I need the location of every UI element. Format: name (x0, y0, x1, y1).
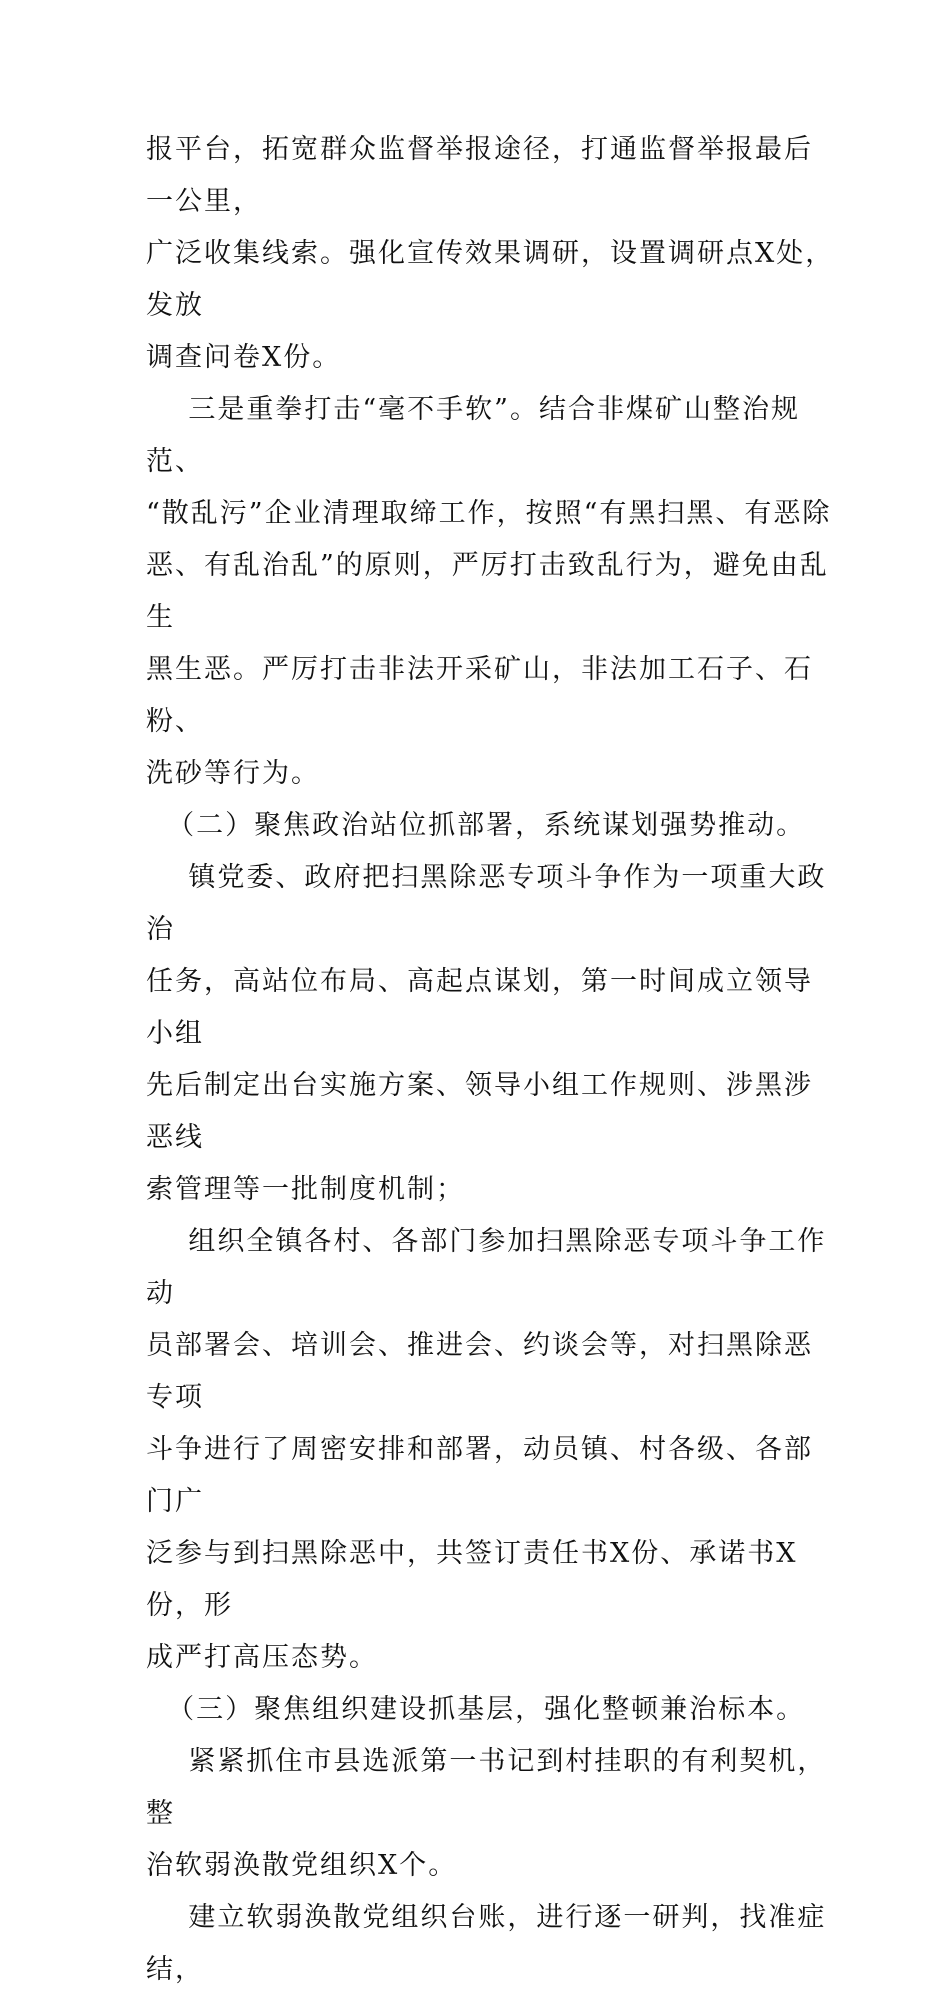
document-body (146, 124, 836, 1996)
text-line: 镇党委、政府把扫黑除恶专项斗争作为一项重大政治 (146, 862, 827, 945)
text-line: 索管理等一批制度机制； (146, 1174, 465, 1205)
text-line: 建立软弱涣散党组织台账，进行逐一研判，找准症结， (146, 1902, 827, 1985)
text-line: 斗争进行了周密安排和部署，动员镇、村各级、各部门广 (146, 1434, 813, 1517)
text-line: 成严打高压态势。 (146, 1642, 378, 1673)
text-line: 调查问卷X份。 (146, 342, 342, 373)
text-line: 任务，高站位布局、高起点谋划，第一时间成立领导小组 (146, 966, 813, 1049)
text-line: 先后制定出台实施方案、领导小组工作规则、涉黑涉恶线 (146, 1070, 813, 1153)
text-line: 泛参与到扫黑除恶中，共签订责任书X份、承诺书X份，形 (146, 1538, 798, 1621)
text-line: 紧紧抓住市县选派第一书记到村挂职的有利契机，整 (146, 1746, 827, 1829)
text-line: 治软弱涣散党组织X个。 (146, 1850, 458, 1881)
text-line: 恶、有乱治乱”的原则，严厉打击致乱行为，避免由乱生 (146, 550, 829, 633)
text-line: 三是重拳打击“毫不手软”。结合非煤矿山整治规范、 (146, 394, 800, 477)
text-line: 黑生恶。严厉打击非法开采矿山，非法加工石子、石粉、 (146, 654, 813, 737)
section-heading: （二）聚焦政治站位抓部署，系统谋划强势推动。 (146, 810, 806, 841)
text-line: 员部署会、培训会、推进会、约谈会等，对扫黑除恶专项 (146, 1330, 813, 1413)
text-line: 广泛收集线索。强化宣传效果调研，设置调研点X处，发放 (146, 238, 835, 321)
text-line: 洗砂等行为。 (146, 758, 320, 789)
text-line: “散乱污”企业清理取缔工作，按照“有黑扫黑、有恶除 (146, 498, 832, 529)
text-line: 组织全镇各村、各部门参加扫黑除恶专项斗争工作动 (146, 1226, 827, 1309)
section-heading: （三）聚焦组织建设抓基层，强化整顿兼治标本。 (146, 1694, 806, 1725)
text-line: 报平台，拓宽群众监督举报途径，打通监督举报最后一公里， (146, 134, 813, 217)
